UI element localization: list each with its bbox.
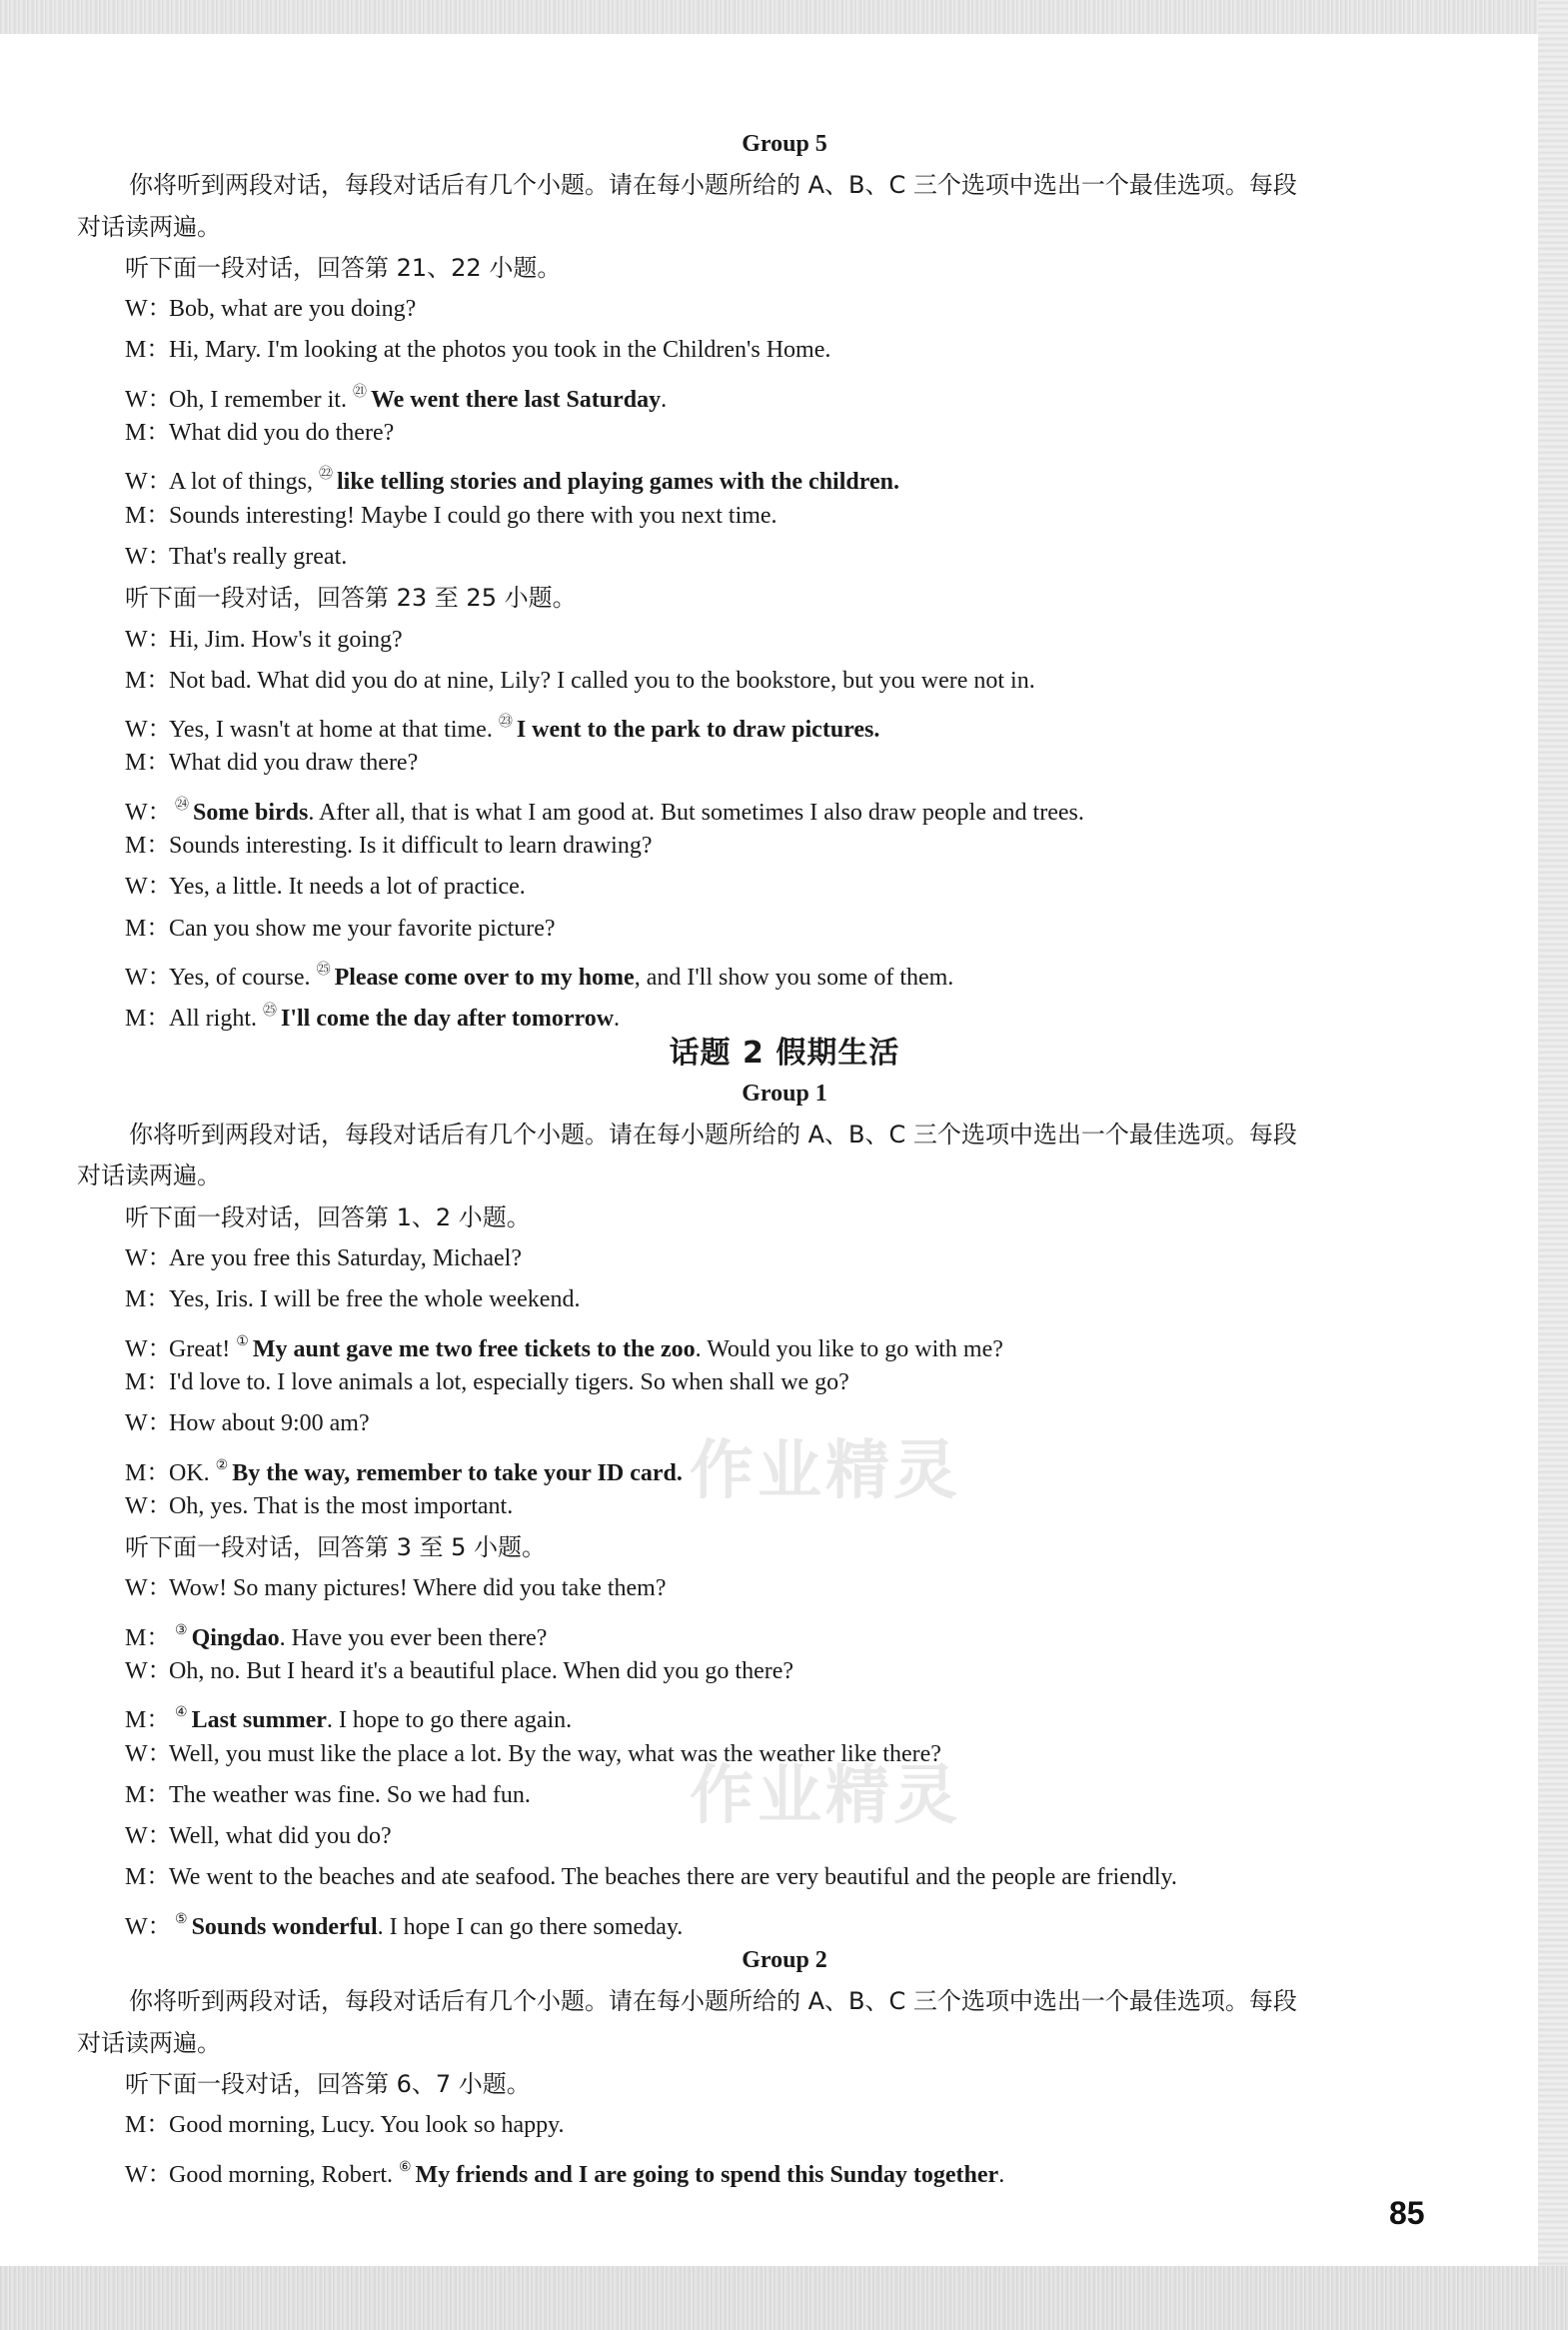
question-prompt: 听下面一段对话，回答第 23 至 25 小题。 [125, 584, 577, 613]
topic-title: 话题 2 假期生活 [669, 1035, 900, 1071]
instruction-text: 你将听到两段对话，每段对话后有几个小题。请在每小题所给的 A、B、C 三个选项中选出一个最佳选项。每段 [129, 1121, 1297, 1150]
dialogue-line: W：Wow! So many pictures! Where did you take them? [125, 1575, 667, 1602]
dialogue-line: W：Are you free this Saturday, Michael? [125, 1245, 522, 1272]
answer-marker: ㉒ [319, 467, 334, 483]
dialogue-line: M：Good morning, Lucy. You look so happy. [125, 2112, 565, 2139]
dialogue-line: W：Bob, what are you doing? [125, 296, 417, 323]
answer-marker: ① [236, 1333, 249, 1349]
dialogue-line: M：Yes, Iris. I will be free the whole weekend. [125, 1286, 581, 1313]
section-heading: Group 5 [742, 131, 827, 157]
instruction-text: 对话读两遍。 [77, 1162, 221, 1190]
dialogue-line: W：Oh, I remember it. $^㉑$ We went there last Saturday. [125, 384, 668, 413]
instruction-text: 对话读两遍。 [77, 212, 221, 241]
dialogue-line: M：I'd love to. I love animals a lot, especially tigers. So when shall we go? [125, 1368, 849, 1395]
dialogue-line: M：What did you draw there? [125, 750, 419, 777]
instruction-text: 你将听到两段对话，每段对话后有几个小题。请在每小题所给的 A、B、C 三个选项中选出一个最佳选项。每段 [129, 1987, 1297, 2016]
dialogue-line: W：How about 9:00 am? [125, 1410, 370, 1437]
section-heading: Group 2 [742, 1947, 827, 1974]
dialogue-line: W：Yes, of course. $^㉕$ Please come over to my home, and I'll show you some of them. [125, 962, 954, 991]
scan-edge-bottom [0, 2266, 1568, 2330]
section-heading: Group 1 [742, 1080, 827, 1107]
dialogue-line: M：We went to the beaches and ate seafood. The beaches there are very beautiful and the people are friendly. [125, 1864, 1177, 1891]
question-prompt: 听下面一段对话，回答第 1、2 小题。 [125, 1202, 531, 1231]
dialogue-line: W：That's really great. [125, 543, 348, 570]
page-content [77, 124, 1444, 2188]
answer-marker: ② [215, 1457, 229, 1473]
dialogue-line: W： $^㉔$ Some birds. After all, that is what I am good at. But sometimes I also draw people and trees. [125, 797, 1084, 826]
dialogue-line: M：The weather was fine. So we had fun. [125, 1781, 531, 1808]
dialogue-line: W：Well, what did you do? [125, 1823, 392, 1850]
answer-marker: ⑤ [175, 1911, 188, 1927]
answer-marker: ③ [175, 1622, 188, 1638]
scan-edge-right [1538, 0, 1568, 2330]
question-prompt: 听下面一段对话，回答第 21、22 小题。 [125, 253, 562, 282]
dialogue-line: W： ⑤ Sounds wonderful. I hope I can go there someday. [125, 1911, 684, 1940]
dialogue-line: W：Yes, a little. It needs a lot of practice. [125, 874, 526, 901]
dialogue-line: M：What did you do there? [125, 420, 395, 447]
dialogue-line: M：Sounds interesting. Is it difficult to learn drawing? [125, 833, 653, 860]
answer-marker: ⑥ [398, 2159, 412, 2175]
watermark: 作业精灵 [690, 1434, 961, 1508]
dialogue-line: W：Oh, yes. That is the most important. [125, 1492, 514, 1519]
dialogue-line: W：Oh, no. But I heard it's a beautiful place. When did you go there? [125, 1657, 794, 1684]
dialogue-line: W：A lot of things, $^㉒$ like telling stories and playing games with the children. [125, 467, 899, 496]
dialogue-line: M：Can you show me your favorite picture? [125, 915, 556, 942]
dialogue-line: W：Hi, Jim. How's it going? [125, 626, 403, 653]
dialogue-line: M：OK. ② By the way, remember to take your ID card. [125, 1457, 683, 1486]
dialogue-line: M：Hi, Mary. I'm looking at the photos you took in the Children's Home. [125, 337, 831, 364]
page-number: 85 [1389, 2195, 1425, 2231]
scan-edge-top [0, 0, 1568, 34]
dialogue-line: M：Not bad. What did you do at nine, Lily? I called you to the bookstore, but you were not in. [125, 667, 1035, 694]
dialogue-line: M： ④ Last summer. I hope to go there again. [125, 1705, 573, 1734]
answer-marker: ㉕ [263, 1004, 277, 1020]
instruction-text: 你将听到两段对话，每段对话后有几个小题。请在每小题所给的 A、B、C 三个选项中选出一个最佳选项。每段 [129, 171, 1297, 200]
dialogue-line: M：Sounds interesting! Maybe I could go there with you next time. [125, 502, 778, 529]
dialogue-line: M：All right. $^㉕$ I'll come the day after tomorrow. [125, 1004, 621, 1033]
dialogue-line: W：Great! ① My aunt gave me two free tickets to the zoo. Would you like to go with me? [125, 1333, 1003, 1362]
question-prompt: 听下面一段对话，回答第 3 至 5 小题。 [125, 1533, 547, 1562]
dialogue-line: W：Yes, I wasn't at home at that time. $^㉓$ I went to the park to draw pictures. [125, 715, 880, 744]
answer-marker: ㉑ [352, 384, 367, 400]
answer-marker: ㉕ [316, 962, 331, 978]
answer-marker: ㉔ [175, 797, 189, 813]
dialogue-line: M： ③ Qingdao. Have you ever been there? [125, 1622, 548, 1651]
answer-marker: ④ [175, 1705, 188, 1721]
question-prompt: 听下面一段对话，回答第 6、7 小题。 [125, 2069, 531, 2098]
answer-marker: ㉓ [498, 715, 513, 731]
dialogue-line: W：Good morning, Robert. ⑥ My friends and I are going to spend this Sunday together. [125, 2159, 1005, 2188]
instruction-text: 对话读两遍。 [77, 2028, 221, 2057]
watermark: 作业精灵 [690, 1759, 961, 1833]
dialogue-line: W：Well, you must like the place a lot. By the way, what was the weather like there? [125, 1740, 941, 1767]
